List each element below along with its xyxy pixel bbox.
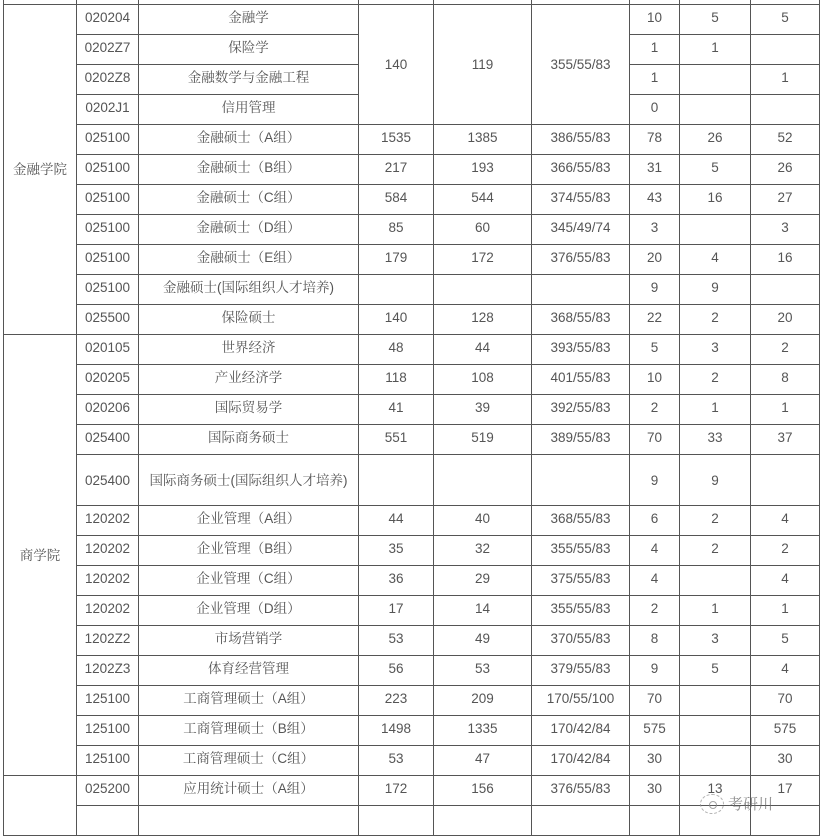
major-code: 025200 (77, 776, 139, 806)
admitted-count: 30 (630, 776, 680, 806)
cutoff-score: 386/55/83 (532, 125, 630, 155)
admitted-a: 9 (680, 455, 751, 506)
major-code: 020206 (77, 395, 139, 425)
cutoff-score (532, 455, 630, 506)
admitted-count: 4 (630, 536, 680, 566)
admitted-count: 8 (630, 626, 680, 656)
cutoff-score: 375/55/83 (532, 566, 630, 596)
exam-count: 1385 (434, 125, 532, 155)
major-name: 保险学 (139, 35, 359, 65)
major-name: 企业管理（D组） (139, 596, 359, 626)
major-name: 企业管理（B组） (139, 536, 359, 566)
applied-count: 35 (359, 536, 434, 566)
admitted-a: 2 (680, 536, 751, 566)
applied-count: 1498 (359, 716, 434, 746)
major-code: 120202 (77, 506, 139, 536)
table-row (4, 365, 820, 395)
admitted-count: 3 (630, 215, 680, 245)
applied-count: 172 (359, 776, 434, 806)
admitted-count: 10 (630, 5, 680, 35)
admitted-b: 17 (751, 776, 820, 806)
major-name: 应用统计硕士（A组） (139, 776, 359, 806)
major-code: 125100 (77, 686, 139, 716)
admitted-b (751, 275, 820, 305)
major-name: 金融硕士（B组） (139, 155, 359, 185)
exam-count: 29 (434, 566, 532, 596)
applied-count: 41 (359, 395, 434, 425)
major-code: 125100 (77, 716, 139, 746)
applied-count: 36 (359, 566, 434, 596)
admitted-a (680, 95, 751, 125)
cutoff-score: 170/42/84 (532, 746, 630, 776)
admissions-table (3, 0, 820, 836)
table-row (4, 806, 820, 836)
exam-count: 128 (434, 305, 532, 335)
applied-count: 223 (359, 686, 434, 716)
admitted-b: 37 (751, 425, 820, 455)
cutoff-score: 401/55/83 (532, 365, 630, 395)
admitted-b: 2 (751, 536, 820, 566)
table-row (4, 215, 820, 245)
major-code: 1202Z3 (77, 656, 139, 686)
applied-count: 48 (359, 335, 434, 365)
major-code: 120202 (77, 536, 139, 566)
major-name: 金融数学与金融工程 (139, 65, 359, 95)
admitted-a: 5 (680, 155, 751, 185)
table-row (4, 185, 820, 215)
major-name: 工商管理硕士（B组） (139, 716, 359, 746)
admitted-b: 5 (751, 5, 820, 35)
major-code: 025400 (77, 425, 139, 455)
table-row (4, 746, 820, 776)
exam-count: 108 (434, 365, 532, 395)
applied-count: 217 (359, 155, 434, 185)
table-row (4, 566, 820, 596)
cutoff-score: 393/55/83 (532, 335, 630, 365)
admitted-count: 2 (630, 395, 680, 425)
admitted-a (680, 686, 751, 716)
major-name: 企业管理（A组） (139, 506, 359, 536)
admitted-count: 78 (630, 125, 680, 155)
admitted-a: 9 (680, 275, 751, 305)
cell (139, 806, 359, 836)
applied-count: 53 (359, 626, 434, 656)
admitted-count: 70 (630, 425, 680, 455)
admitted-b: 27 (751, 185, 820, 215)
cutoff-score: 379/55/83 (532, 656, 630, 686)
admitted-count: 9 (630, 275, 680, 305)
major-code: 0202J1 (77, 95, 139, 125)
applied-count: 584 (359, 185, 434, 215)
admitted-a: 1 (680, 596, 751, 626)
cell (77, 806, 139, 836)
cutoff-score: 170/55/100 (532, 686, 630, 716)
major-code: 020204 (77, 5, 139, 35)
admitted-count: 1 (630, 65, 680, 95)
admitted-count: 43 (630, 185, 680, 215)
major-name: 体育经营管理 (139, 656, 359, 686)
admitted-count: 30 (630, 746, 680, 776)
table-row (4, 626, 820, 656)
admitted-a: 16 (680, 185, 751, 215)
cutoff-score: 355/55/83 (532, 596, 630, 626)
table-row (4, 5, 820, 35)
school-cell: 商学院 (4, 335, 77, 776)
applied-count: 140 (359, 5, 434, 125)
admitted-b: 1 (751, 65, 820, 95)
major-code: 020205 (77, 365, 139, 395)
cutoff-score: 355/55/83 (532, 536, 630, 566)
major-name: 金融硕士（C组） (139, 185, 359, 215)
major-name: 国际商务硕士(国际组织人才培养) (139, 455, 359, 506)
major-code: 120202 (77, 566, 139, 596)
admitted-a: 13 (680, 776, 751, 806)
cutoff-score: 368/55/83 (532, 305, 630, 335)
exam-count: 519 (434, 425, 532, 455)
admitted-b: 16 (751, 245, 820, 275)
cell (434, 806, 532, 836)
table-row (4, 425, 820, 455)
applied-count: 44 (359, 506, 434, 536)
admitted-a (680, 746, 751, 776)
admitted-count: 575 (630, 716, 680, 746)
major-name: 保险硕士 (139, 305, 359, 335)
admitted-count: 20 (630, 245, 680, 275)
major-name: 产业经济学 (139, 365, 359, 395)
major-code: 025100 (77, 185, 139, 215)
major-name: 金融硕士(国际组织人才培养) (139, 275, 359, 305)
major-name: 工商管理硕士（A组） (139, 686, 359, 716)
table-row (4, 305, 820, 335)
table-row (4, 506, 820, 536)
major-code: 025500 (77, 305, 139, 335)
exam-count: 544 (434, 185, 532, 215)
table-row (4, 656, 820, 686)
table-row (4, 155, 820, 185)
exam-count: 40 (434, 506, 532, 536)
cutoff-score: 366/55/83 (532, 155, 630, 185)
admitted-b (751, 35, 820, 65)
cutoff-score: 345/49/74 (532, 215, 630, 245)
admissions-table-container (3, 0, 820, 836)
major-name: 金融学 (139, 5, 359, 35)
major-name: 工商管理硕士（C组） (139, 746, 359, 776)
major-code: 025100 (77, 245, 139, 275)
major-name: 金融硕士（A组） (139, 125, 359, 155)
admitted-b: 3 (751, 215, 820, 245)
applied-count: 53 (359, 746, 434, 776)
admitted-b: 575 (751, 716, 820, 746)
exam-count: 47 (434, 746, 532, 776)
admitted-b: 8 (751, 365, 820, 395)
exam-count (434, 455, 532, 506)
applied-count: 1535 (359, 125, 434, 155)
cutoff-score: 389/55/83 (532, 425, 630, 455)
admitted-b: 5 (751, 626, 820, 656)
admitted-b: 1 (751, 395, 820, 425)
applied-count (359, 275, 434, 305)
major-name: 国际贸易学 (139, 395, 359, 425)
admitted-count: 31 (630, 155, 680, 185)
major-name: 世界经济 (139, 335, 359, 365)
cutoff-score: 170/42/84 (532, 716, 630, 746)
table-row (4, 335, 820, 365)
table-row (4, 596, 820, 626)
exam-count: 209 (434, 686, 532, 716)
table-row (4, 536, 820, 566)
admitted-a: 4 (680, 245, 751, 275)
table-row (4, 245, 820, 275)
exam-count: 60 (434, 215, 532, 245)
school-cell: 金融学院 (4, 5, 77, 335)
major-code: 120202 (77, 596, 139, 626)
admitted-a: 2 (680, 506, 751, 536)
admitted-b: 1 (751, 596, 820, 626)
cutoff-score: 376/55/83 (532, 245, 630, 275)
exam-count: 49 (434, 626, 532, 656)
major-name: 市场营销学 (139, 626, 359, 656)
admitted-a (680, 716, 751, 746)
admitted-b: 52 (751, 125, 820, 155)
table-row (4, 275, 820, 305)
admitted-count: 0 (630, 95, 680, 125)
admitted-a: 5 (680, 5, 751, 35)
major-code: 0202Z7 (77, 35, 139, 65)
major-name: 信用管理 (139, 95, 359, 125)
admitted-a (680, 65, 751, 95)
exam-count: 119 (434, 5, 532, 125)
exam-count: 39 (434, 395, 532, 425)
major-code: 0202Z8 (77, 65, 139, 95)
admitted-b (751, 95, 820, 125)
admitted-a: 2 (680, 305, 751, 335)
exam-count: 1335 (434, 716, 532, 746)
major-code: 025100 (77, 125, 139, 155)
applied-count: 140 (359, 305, 434, 335)
admitted-a: 5 (680, 656, 751, 686)
exam-count: 193 (434, 155, 532, 185)
exam-count: 14 (434, 596, 532, 626)
applied-count: 17 (359, 596, 434, 626)
cell (359, 806, 434, 836)
cutoff-score: 392/55/83 (532, 395, 630, 425)
admitted-a: 33 (680, 425, 751, 455)
admitted-a: 1 (680, 35, 751, 65)
major-name: 金融硕士（E组） (139, 245, 359, 275)
table-row (4, 716, 820, 746)
major-code: 125100 (77, 746, 139, 776)
admitted-b (751, 455, 820, 506)
admitted-count: 6 (630, 506, 680, 536)
major-name: 企业管理（C组） (139, 566, 359, 596)
major-code: 025100 (77, 275, 139, 305)
exam-count (434, 275, 532, 305)
cutoff-score: 376/55/83 (532, 776, 630, 806)
admitted-count: 4 (630, 566, 680, 596)
exam-count: 44 (434, 335, 532, 365)
applied-count (359, 455, 434, 506)
exam-count: 32 (434, 536, 532, 566)
major-code: 025100 (77, 155, 139, 185)
admitted-count: 22 (630, 305, 680, 335)
admitted-b: 4 (751, 566, 820, 596)
major-code: 1202Z2 (77, 626, 139, 656)
admitted-a: 3 (680, 626, 751, 656)
major-name: 金融硕士（D组） (139, 215, 359, 245)
exam-count: 156 (434, 776, 532, 806)
admitted-a: 2 (680, 365, 751, 395)
admitted-b: 20 (751, 305, 820, 335)
admitted-a: 3 (680, 335, 751, 365)
admitted-a (680, 215, 751, 245)
admitted-a: 1 (680, 395, 751, 425)
cutoff-score: 368/55/83 (532, 506, 630, 536)
table-row (4, 125, 820, 155)
table-row (4, 776, 820, 806)
exam-count: 172 (434, 245, 532, 275)
admitted-b: 4 (751, 506, 820, 536)
admitted-count: 9 (630, 455, 680, 506)
cutoff-score: 370/55/83 (532, 626, 630, 656)
school-cell (4, 776, 77, 836)
cell (532, 806, 630, 836)
table-row (4, 686, 820, 716)
cutoff-score: 355/55/83 (532, 5, 630, 125)
admitted-b: 2 (751, 335, 820, 365)
admitted-count: 5 (630, 335, 680, 365)
admitted-a (680, 566, 751, 596)
major-code: 020105 (77, 335, 139, 365)
cutoff-score (532, 275, 630, 305)
applied-count: 85 (359, 215, 434, 245)
applied-count: 118 (359, 365, 434, 395)
admitted-b: 4 (751, 656, 820, 686)
admitted-count: 1 (630, 35, 680, 65)
admitted-count: 2 (630, 596, 680, 626)
cell (680, 806, 751, 836)
table-row (4, 395, 820, 425)
applied-count: 56 (359, 656, 434, 686)
major-code: 025100 (77, 215, 139, 245)
admitted-count: 70 (630, 686, 680, 716)
applied-count: 551 (359, 425, 434, 455)
admitted-b: 70 (751, 686, 820, 716)
cutoff-score: 374/55/83 (532, 185, 630, 215)
major-name: 国际商务硕士 (139, 425, 359, 455)
major-code: 025400 (77, 455, 139, 506)
admitted-a: 26 (680, 125, 751, 155)
admitted-b: 30 (751, 746, 820, 776)
admitted-count: 9 (630, 656, 680, 686)
admitted-count: 10 (630, 365, 680, 395)
applied-count: 179 (359, 245, 434, 275)
table-row (4, 455, 820, 506)
admitted-b: 26 (751, 155, 820, 185)
watermark-text: 考研川 (728, 795, 774, 813)
cell (751, 806, 820, 836)
exam-count: 53 (434, 656, 532, 686)
cell (630, 806, 680, 836)
